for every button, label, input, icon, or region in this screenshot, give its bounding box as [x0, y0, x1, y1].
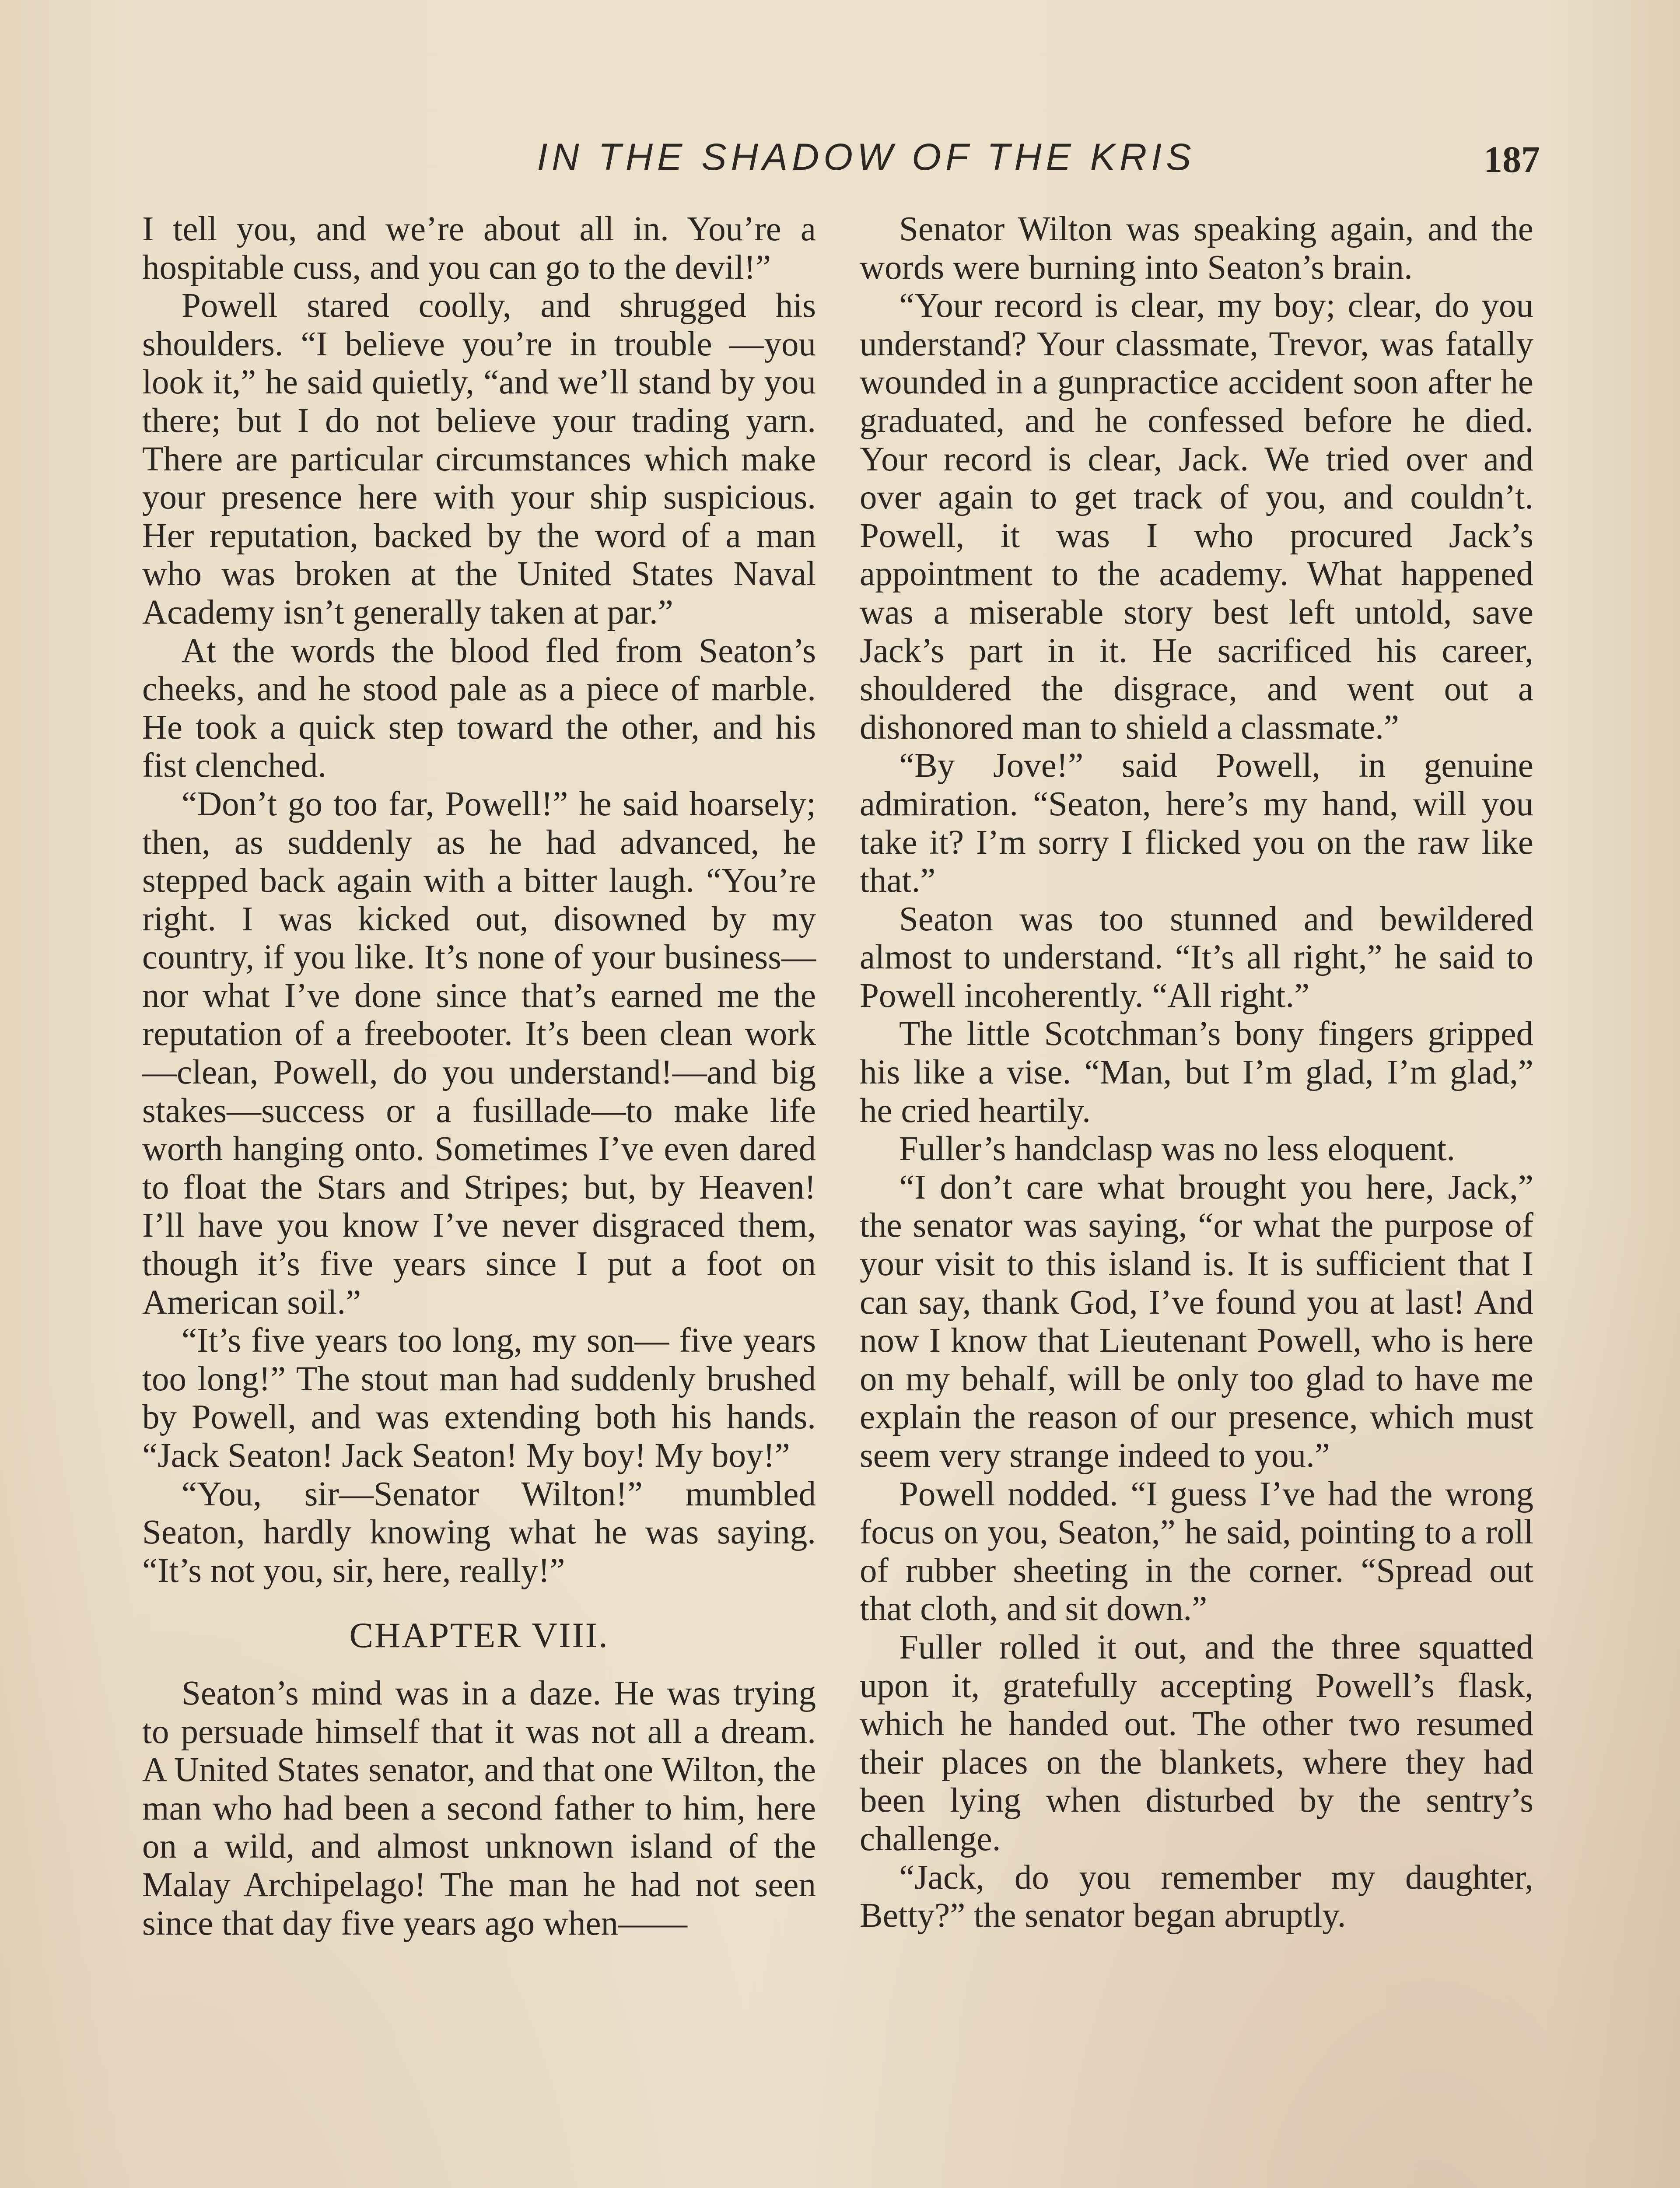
paragraph: “It’s five years too long, my son— five years too long!” The stout man had suddenly brushed by Powell, and was extending both his hands. “Jack Seaton! Jack Seaton! My boy! My boy!” — [142, 1322, 816, 1475]
paragraph: Senator Wilton was speaking again, and the words were burning into Seaton’s brain. — [860, 210, 1533, 287]
paragraph: Seaton’s mind was in a daze. He was trying to persuade himself that it was not all a dream. A United States senator, and that one Wilton, the man who had been a second father to him, here on a wild, and almost unknown island of the Malay Archipelago! The man he had not seen since that day five years ago when—— — [142, 1674, 816, 1943]
paragraph: Fuller rolled it out, and the three squatted upon it, gratefully accepting Powell’s flask, which he handed out. The other two resumed their places on the blankets, where they had been lying when disturbed by the sentry’s challenge. — [860, 1628, 1533, 1858]
paragraph: Powell nodded. “I guess I’ve had the wrong focus on you, Seaton,” he said, pointing to a roll of rubber sheeting in the corner. “Spread out that cloth, and sit down.” — [860, 1475, 1533, 1628]
paragraph: Powell stared coolly, and shrugged his shoulders. “I believe you’re in trouble —you look it,” he said quietly, “and we’ll stand by you there; but I do not believe your trading yarn. There are particular circumstances which make your presence here with your ship suspicious. Her reputation, backed by the word of a man who was broken at the United States Naval Academy isn’t generally taken at par.” — [142, 287, 816, 631]
paragraph: “By Jove!” said Powell, in genuine admiration. “Seaton, here’s my hand, will you take it? I’m sorry I flicked you on the raw like that.” — [860, 747, 1533, 900]
paragraph: “You, sir—Senator Wilton!” mumbled Seaton, hardly knowing what he was saying. “It’s not you, sir, here, really!” — [142, 1475, 816, 1590]
right-column — [860, 210, 1533, 1935]
paragraph: “Don’t go too far, Powell!” he said hoarsely; then, as suddenly as he had advanced, he stepped back again with a bitter laugh. “You’re right. I was kicked out, disowned by my country, if you like. It’s none of your business— nor what I’ve done since that’s earned me the reputation of a freebooter. It’s been clean work—clean, Powell, do you understand!—and big stakes—success or a fusillade—to make life worth hanging onto. Sometimes I’ve even dared to float the Stars and Stripes; but, by Heaven! I’ll have you know I’ve never disgraced them, though it’s five years since I put a foot on American soil.” — [142, 785, 816, 1322]
chapter-heading: CHAPTER VIII. — [349, 1615, 609, 1655]
paragraph: At the words the blood fled from Seaton’s cheeks, and he stood pale as a piece of marble. He took a quick step toward the other, and his fist clenched. — [142, 631, 816, 785]
paragraph: I tell you, and we’re about all in. You’re a hospitable cuss, and you can go to the devil!” — [142, 210, 816, 287]
running-title: IN THE SHADOW OF THE KRIS — [537, 136, 1196, 178]
paragraph: “Jack, do you remember my daughter, Betty?” the senator began abruptly. — [860, 1858, 1533, 1935]
paragraph: The little Scotchman’s bony fingers gripped his like a vise. “Man, but I’m glad, I’m glad,” he cried heartily. — [860, 1015, 1533, 1130]
paragraph: Fuller’s handclasp was no less eloquent. — [899, 1130, 1456, 1168]
paragraph: “Your record is clear, my boy; clear, do you understand? Your classmate, Trevor, was fatally wounded in a gunpractice accident soon after he graduated, and he confessed before he died. Your record is clear, Jack. We tried over and over again to get track of you, and couldn’t. Powell, it was I who procured Jack’s appointment to the academy. What happened was a miserable story best left untold, save Jack’s part in it. He sacrificed his career, shouldered the disgrace, and went out a dishonored man to shield a classmate.” — [860, 287, 1533, 747]
paragraph: Seaton was too stunned and bewildered almost to understand. “It’s all right,” he said to Powell incoherently. “All right.” — [860, 900, 1533, 1015]
paragraph: “I don’t care what brought you here, Jack,” the senator was saying, “or what the purpose of your visit to this island is. It is sufficient that I can say, thank God, I’ve found you at last! And now I know that Lieutenant Powell, who is here on my behalf, will be only too glad to have me explain the reason of our presence, which must seem very strange indeed to you.” — [860, 1168, 1533, 1475]
page-number: 187 — [1484, 138, 1540, 180]
left-column — [142, 210, 816, 1943]
page-header — [0, 131, 1680, 188]
